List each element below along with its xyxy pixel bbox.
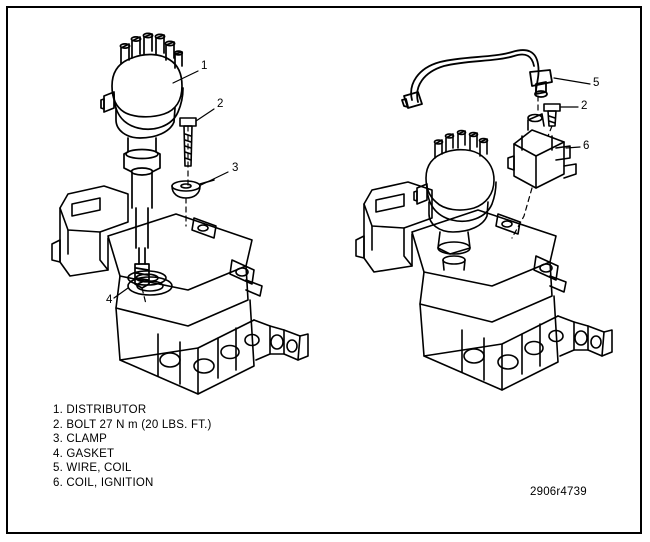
leader-lines-right [512, 96, 552, 238]
callout-left-4: 4 [106, 294, 113, 306]
distributor-cap-left [101, 33, 183, 288]
legend-item-6: 6. COIL, IGNITION [53, 476, 154, 489]
callout-left-3: 3 [232, 162, 239, 174]
legend-item-2: 2. BOLT 27 N m (20 LBS. FT.) [53, 418, 212, 431]
figure-code: 2906r4739 [530, 486, 587, 498]
bolt-right [544, 104, 560, 126]
legend-item-5: 5. WIRE, COIL [53, 462, 132, 475]
callout-leaders-right [554, 78, 590, 148]
bolt-left [180, 118, 196, 166]
legend-item-4: 4. GASKET [53, 447, 115, 460]
engine-block-right [356, 182, 612, 390]
legend-item-3: 3. CLAMP [53, 433, 108, 446]
clamp-left [172, 180, 214, 198]
legend-item-1: 1. DISTRIBUTOR [53, 404, 147, 416]
callout-left-2: 2 [217, 98, 224, 110]
distributor-right [414, 131, 496, 270]
callout-leaders-left [114, 71, 228, 298]
callout-right-6: 6 [583, 140, 590, 152]
engine-block-left [52, 186, 308, 394]
callout-right-5: 5 [593, 77, 600, 89]
figure-frame [6, 6, 642, 534]
ignition-coil-right [508, 114, 576, 188]
callout-left-1: 1 [201, 60, 208, 72]
figure-legend [53, 403, 212, 491]
callout-right-2: 2 [581, 100, 588, 112]
coil-wire-right [402, 50, 552, 108]
